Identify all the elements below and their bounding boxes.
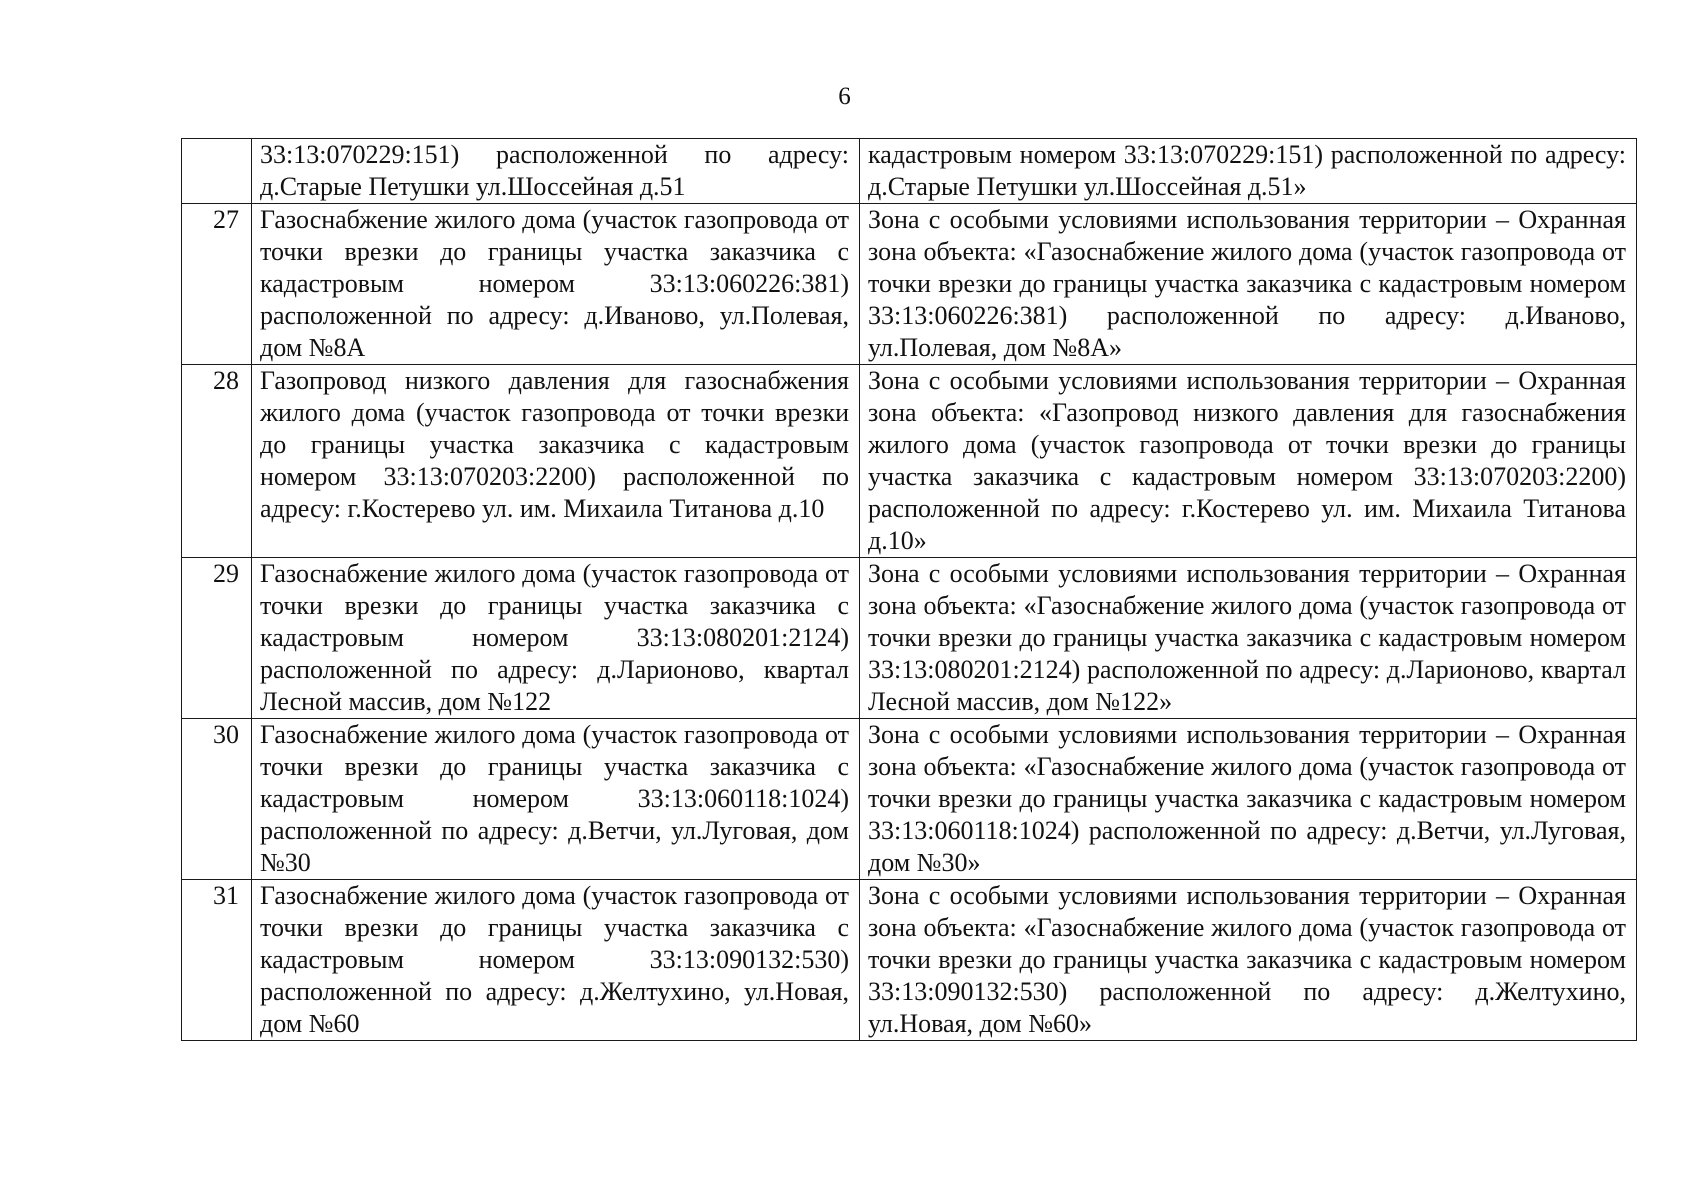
object-name-cell: 33:13:070229:151) расположенной по адресу: д.Старые Петушки ул.Шоссейная д.51 (252, 139, 860, 204)
table-row (182, 719, 1637, 880)
zone-description-cell: кадастровым номером 33:13:070229:151) расположенной по адресу: д.Старые Петушки ул.Шоссейная д.51» (860, 139, 1637, 204)
page-number: 6 (838, 83, 851, 110)
zone-description-cell: Зона с особыми условиями использования территории – Охранная зона объекта: «Газоснабжение жилого дома (участок газопровода от точки врезки до границы участка заказчика с кадастровым номером 33:13:060226:381) расположенной по адресу: д.Иваново, ул.Полевая, дом №8А» (860, 204, 1637, 365)
table-row (182, 365, 1637, 558)
table-row (182, 139, 1637, 204)
row-number: 31 (182, 880, 252, 1041)
table-row (182, 880, 1637, 1041)
row-number: 28 (182, 365, 252, 558)
table-row (182, 204, 1637, 365)
object-name-cell: Газоснабжение жилого дома (участок газопровода от точки врезки до границы участка заказчика с кадастровым номером 33:13:090132:530) расположенной по адресу: д.Желтухино, ул.Новая, дом №60 (252, 880, 860, 1041)
object-name-cell: Газоснабжение жилого дома (участок газопровода от точки врезки до границы участка заказчика с кадастровым номером 33:13:080201:2124) расположенной по адресу: д.Ларионово, квартал Лесной массив, дом №122 (252, 558, 860, 719)
zone-description-cell: Зона с особыми условиями использования территории – Охранная зона объекта: «Газоснабжение жилого дома (участок газопровода от точки врезки до границы участка заказчика с кадастровым номером 33:13:060118:1024) расположенной по адресу: д.Ветчи, ул.Луговая, дом №30» (860, 719, 1637, 880)
row-number: 30 (182, 719, 252, 880)
zone-description-cell: Зона с особыми условиями использования территории – Охранная зона объекта: «Газоснабжение жилого дома (участок газопровода от точки врезки до границы участка заказчика с кадастровым номером 33:13:090132:530) расположенной по адресу: д.Желтухино, ул.Новая, дом №60» (860, 880, 1637, 1041)
table-row (182, 558, 1637, 719)
object-name-cell: Газоснабжение жилого дома (участок газопровода от точки врезки до границы участка заказчика с кадастровым номером 33:13:060118:1024) расположенной по адресу: д.Ветчи, ул.Луговая, дом №30 (252, 719, 860, 880)
row-number: 29 (182, 558, 252, 719)
object-name-cell: Газопровод низкого давления для газоснабжения жилого дома (участок газопровода от точки врезки до границы участка заказчика с кадастровым номером 33:13:070203:2200) расположенной по адресу: г.Костерево ул. им. Михаила Титанова д.10 (252, 365, 860, 558)
objects-table (181, 138, 1637, 1041)
object-name-cell: Газоснабжение жилого дома (участок газопровода от точки врезки до границы участка заказчика с кадастровым номером 33:13:060226:381) расположенной по адресу: д.Иваново, ул.Полевая, дом №8А (252, 204, 860, 365)
row-number: 27 (182, 204, 252, 365)
zone-description-cell: Зона с особыми условиями использования территории – Охранная зона объекта: «Газопровод низкого давления для газоснабжения жилого дома (участок газопровода от точки врезки до границы участка заказчика с кадастровым номером 33:13:070203:2200) расположенной по адресу: г.Костерево ул. им. Михаила Титанова д.10» (860, 365, 1637, 558)
zone-description-cell: Зона с особыми условиями использования территории – Охранная зона объекта: «Газоснабжение жилого дома (участок газопровода от точки врезки до границы участка заказчика с кадастровым номером 33:13:080201:2124) расположенной по адресу: д.Ларионово, квартал Лесной массив, дом №122» (860, 558, 1637, 719)
row-number (182, 139, 252, 204)
